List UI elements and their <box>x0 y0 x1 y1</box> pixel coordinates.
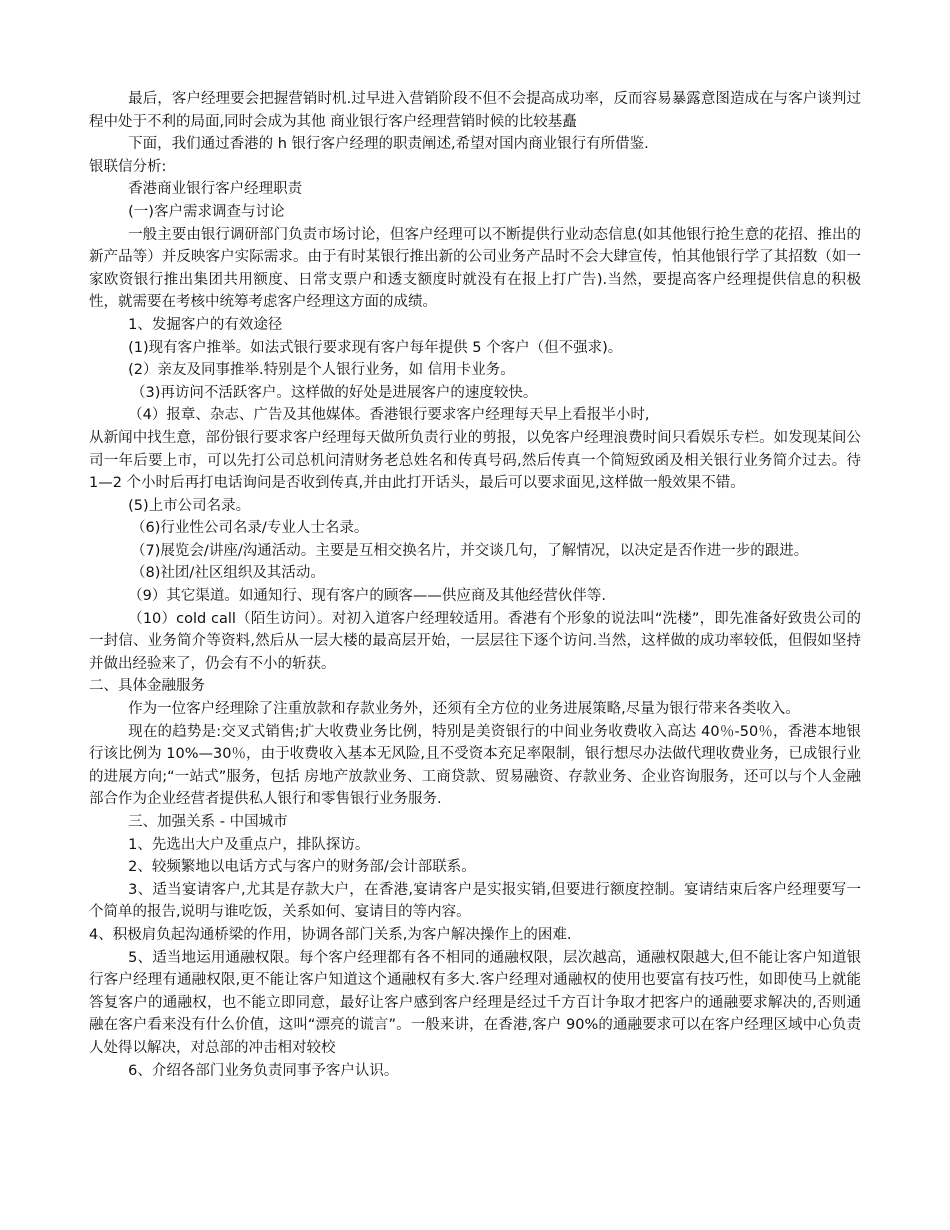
document-body <box>89 88 861 1082</box>
list-item-associations: （8)社团/社区组织及其活动。 <box>131 565 325 582</box>
list-item-revisit: （3)再访问不活跃客户。这样做的好处是进展客户的速度较快。 <box>131 384 538 401</box>
paragraph-intro-hk-bank: 下面，我们通过香港的 h 银行客户经理的职责阐述,希望对国内商业银行有所借鉴. <box>128 136 649 153</box>
list-item-introduce-colleagues: 6、介绍各部门业务负责同事予客户认识。 <box>128 1062 399 1079</box>
subsection-title-find-customers: 1、发掘客户的有效途径 <box>128 316 283 333</box>
list-item-phone-contact: 2、较频繁地以电话方式与客户的财务部/会计部联系。 <box>128 859 476 876</box>
list-item-accommodation: 5、适当地运用通融权限。每个客户经理都有各不相同的通融权限，层次越高，通融权限越大,但不能让客户知道银行客户经理有通融权限,更不能让客户知道这个通融权有多大.客户经理对通融权的使用也要富有技巧性，如即使马上就能答复客户的通融权，也不能立即同意，最好让客户感到客户经理是经过千方百计争取才把客户的通融要求解决的,否则通融在客户看来没有什么价值，这叫“漂亮的谎言”。一般来讲，在香港,客户 90%的通融要求可以在客户经理区域中心负责人处得以解决，对总部的冲击相对较校 <box>89 949 861 1056</box>
list-item-key-accounts: 1、先选出大户及重点户，排队探访。 <box>128 836 370 853</box>
list-item-bridge-role: 4、积极肩负起沟通桥梁的作用，协调各部门关系,为客户解决操作上的困难. <box>89 926 572 943</box>
list-item-hospitality: 3、适当宴请客户,尤其是存款大户，在香港,宴请客户是实报实销,但要进行额度控制。宴请结束后客户经理要写一个简单的报告,说明与谁吃饭，关系如何、宴请目的等内容。 <box>89 881 861 921</box>
paragraph-research: 一般主要由银行调研部门负责市场讨论，但客户经理可以不断提供行业动态信息(如其他银行抢生意的花招、推出的新产品等）并反映客户实际需求。由于有时某银行推出新的公司业务产品时不会大肆宣传，怕其他银行学了其招数（如一家欧资银行推出集团共用额度、日常支票户和透支额度时就没有在报上打广告).当然，要提高客户经理提供信息的积极性，就需要在考核中统筹考虑客户经理这方面的成绩。 <box>89 226 861 311</box>
list-item-referral: (1)现有客户推举。如法式银行要求现有客户每年提供 5 个客户（但不强求)。 <box>128 339 623 356</box>
list-item-listed-companies: (5)上市公司名录。 <box>128 497 251 514</box>
paragraph-media-detail: 从新闻中找生意，部份银行要求客户经理每天做所负责行业的剪报，以免客户经理浪费时间只看娱乐专栏。如发现某间公司一年后要上市，可以先打公司总机问清财务老总姓名和传真号码,然后传真一个简短致函及相关银行业务简介过去。待 1—2 个小时后再打电话询问是否收到传真,并由此打开话头，最后可以要求面见,这样做一般效果不错。 <box>89 429 861 492</box>
paragraph-marketing-timing: 最后，客户经理要会把握营销时机.过早进入营销阶段不但不会提高成功率，反而容易暴露意图造成在与客户谈判过程中处于不利的局面,同时会成为其他 商业银行客户经理营销时候的比较基矗 <box>89 91 861 130</box>
list-item-friends: (2）亲友及同事推举.特别是个人银行业务，如 信用卡业务。 <box>128 362 515 379</box>
list-item-cold-call: （10）cold call（陌生访问）。对初入道客户经理较适用。香港有个形象的说法叫“洗楼”，即先准备好致贵公司的一封信、业务简介等资料,然后从一层大楼的最高层开始，一层层往下逐个访问.当然，这样做的成功率较低，但假如坚持并做出经验来了，仍会有不小的斩获。 <box>89 610 861 672</box>
subsection-title-needs-survey: (一)客户需求调查与讨论 <box>128 203 285 220</box>
section-title-duties: 香港商业银行客户经理职责 <box>128 181 303 198</box>
section-title-relationships: 三、加强关系 - 中国城市 <box>128 814 288 830</box>
list-item-other-channels: （9）其它渠道。如通知行、现有客户的顾客——供应商及其他经营伙伴等. <box>128 588 606 605</box>
paragraph-comprehensive-strategy: 作为一位客户经理除了注重放款和存款业务外，还须有全方位的业务进展策略,尽量为银行带来各类收入。 <box>128 701 800 718</box>
list-item-media: （4）报章、杂志、广告及其他媒体。香港银行要求客户经理每天早上看报半小时, <box>128 407 650 424</box>
paragraph-trends: 现在的趋势是:交叉式销售;扩大收费业务比例，特别是美资银行的中间业务收费收入高达 40％-50％，香港本地银行该比例为 10%—30％，由于收费收入基本无风险,且不受资本充足率限制，银行想尽办法做代理收费业务，已成银行业的进展方向;“一站式”服务，包括 房地产放款业务、工商贷款、贸易融资、存款业务、企业咨询服务，还可以与个人金融部合作为企业经营者提供私人银行和零售银行业务服务. <box>89 723 861 808</box>
section-title-financial-services: 二、具体金融服务 <box>89 678 205 695</box>
list-item-exhibitions: （7)展览会/讲座/沟通活动。主要是互相交换名片，并交谈几句，了解情况，以决定是否作进一步的跟进。 <box>131 542 809 559</box>
paragraph-analysis-label: 银联信分析: <box>89 158 167 175</box>
list-item-industry-directory: （6)行业性公司名录/专业人士名录。 <box>131 520 369 537</box>
